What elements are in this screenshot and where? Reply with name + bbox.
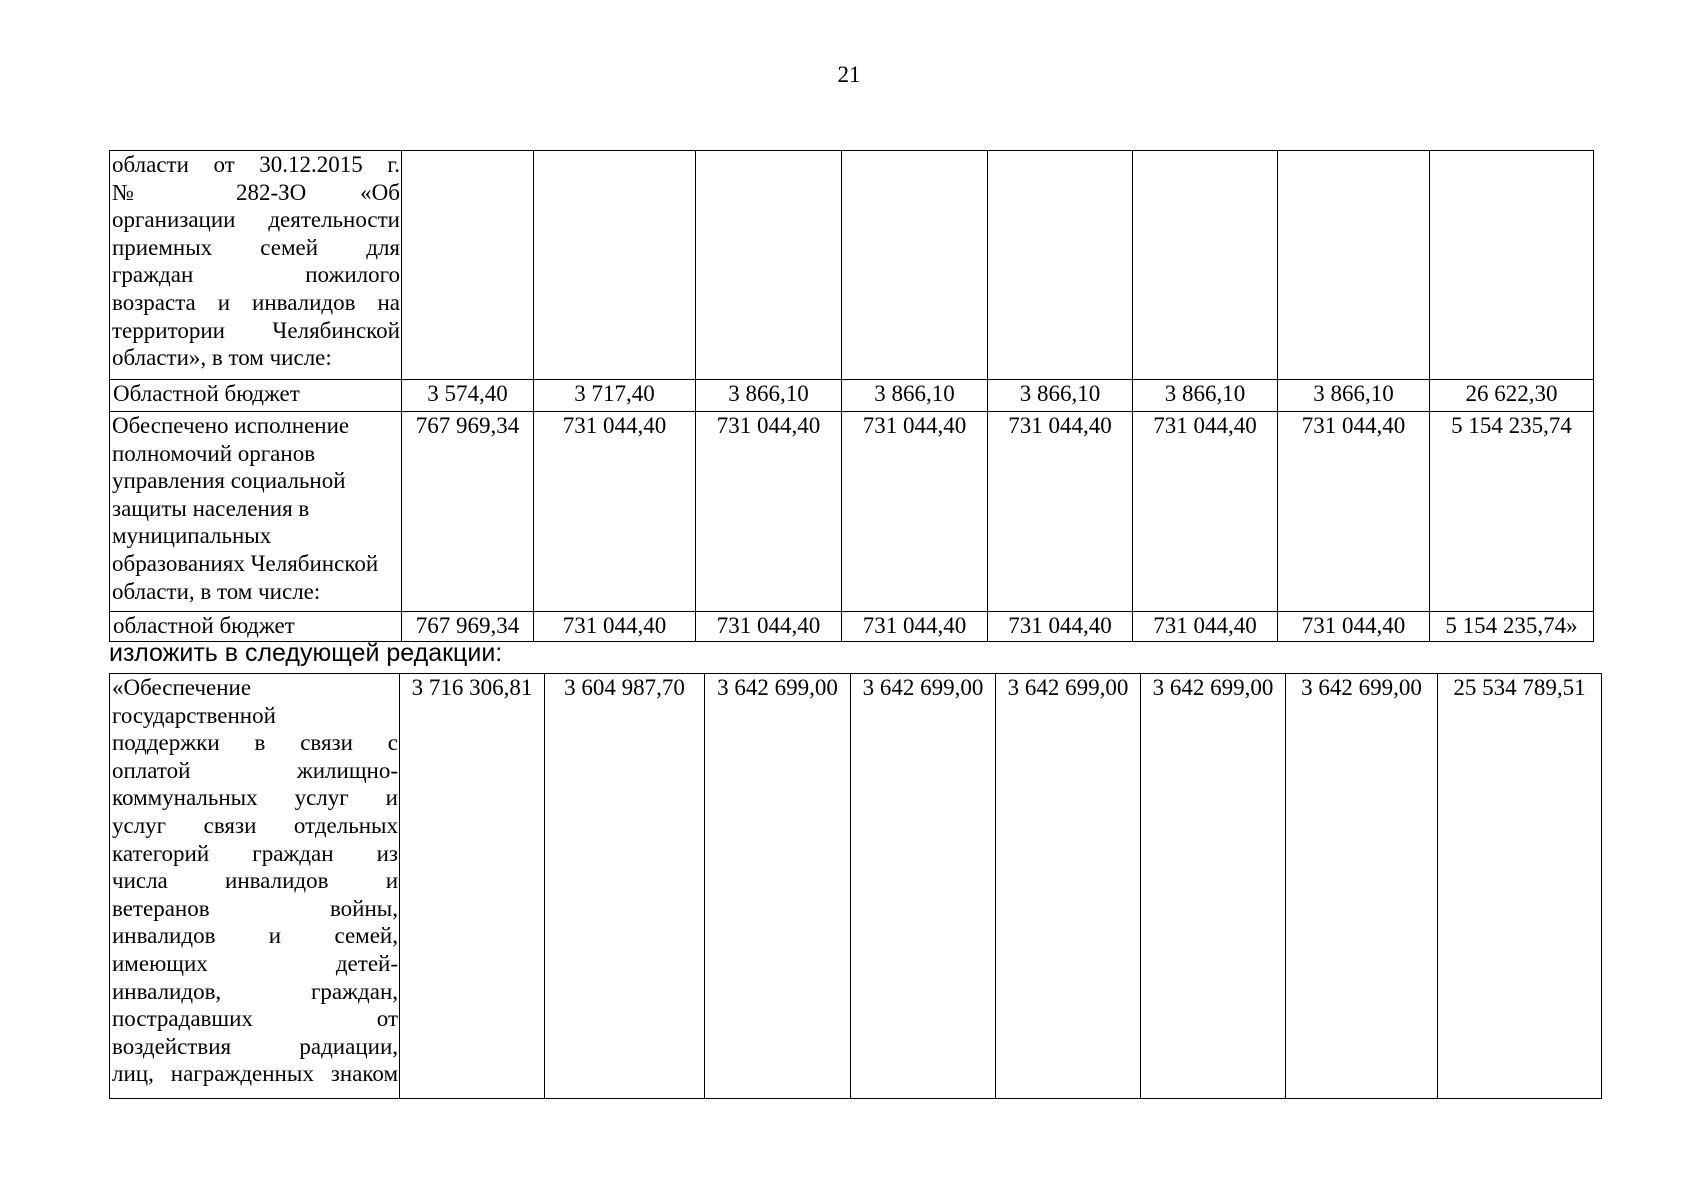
transition-phrase: изложить в следующей редакции: bbox=[109, 639, 503, 667]
table-row-regional-budget bbox=[110, 612, 1594, 642]
description-line: граждан пожилого bbox=[112, 262, 400, 288]
total-cell: 5 154 235,74 bbox=[1430, 412, 1594, 612]
value-cell: 3 642 699,00 bbox=[996, 674, 1141, 1099]
value-cell: 731 044,40 bbox=[696, 612, 842, 642]
description-line: области от 30.12.2015 г. bbox=[112, 152, 400, 177]
row-description bbox=[110, 151, 402, 380]
description-line: услуг связи отдельных bbox=[112, 812, 398, 838]
row-description bbox=[110, 412, 402, 612]
value-cell: 3 717,40 bbox=[534, 380, 696, 412]
table-row-law-continuation bbox=[110, 151, 1594, 380]
description-line: категорий граждан из bbox=[112, 840, 398, 866]
description-line: возраста и инвалидов на bbox=[112, 289, 400, 315]
value-cell: 767 969,34 bbox=[402, 612, 534, 642]
description-line: инвалидов, граждан, bbox=[112, 978, 398, 1004]
description-line: приемных семей для bbox=[112, 234, 400, 260]
total-cell: 26 622,30 bbox=[1430, 380, 1594, 412]
value-cell bbox=[1430, 151, 1594, 380]
description-line: имеющих детей- bbox=[112, 950, 398, 976]
table-row-state-support bbox=[110, 674, 1602, 1099]
value-cell: 731 044,40 bbox=[842, 612, 988, 642]
row-label: областной бюджет bbox=[110, 612, 402, 642]
description-line: Обеспечено исполнение bbox=[112, 413, 350, 438]
description-line: области, в том числе: bbox=[112, 578, 321, 604]
value-cell: 731 044,40 bbox=[696, 412, 842, 612]
value-cell: 3 642 699,00 bbox=[1286, 674, 1438, 1099]
table-row-powers bbox=[110, 412, 1594, 612]
value-cell: 3 716 306,81 bbox=[400, 674, 545, 1099]
value-cell bbox=[988, 151, 1133, 380]
value-cell: 3 866,10 bbox=[1278, 380, 1430, 412]
description-line: пострадавших от bbox=[112, 1006, 398, 1032]
table-row-regional-budget bbox=[110, 380, 1594, 412]
value-cell: 3 642 699,00 bbox=[705, 674, 851, 1099]
description-line: муниципальных bbox=[112, 523, 272, 549]
value-cell: 731 044,40 bbox=[534, 412, 696, 612]
description-line: территории Челябинской bbox=[112, 317, 400, 343]
value-cell: 3 642 699,00 bbox=[851, 674, 996, 1099]
description-line: числа инвалидов и bbox=[112, 868, 398, 894]
description-line: инвалидов и семей, bbox=[112, 923, 398, 949]
row-description bbox=[110, 674, 400, 1099]
value-cell bbox=[1133, 151, 1278, 380]
description-lines bbox=[112, 412, 400, 605]
value-cell: 3 866,10 bbox=[842, 380, 988, 412]
description-line: образованиях Челябинской bbox=[112, 550, 379, 576]
description-line: оплатой жилищно- bbox=[112, 757, 398, 783]
description-line: воздействия радиации, bbox=[112, 1033, 398, 1059]
description-line: № 282-ЗО «Об bbox=[112, 179, 400, 205]
value-cell: 731 044,40 bbox=[988, 612, 1133, 642]
value-cell: 767 969,34 bbox=[402, 412, 534, 612]
value-cell: 731 044,40 bbox=[1278, 412, 1430, 612]
description-line: поддержки в связи с bbox=[112, 730, 398, 756]
description-line: защиты населения в bbox=[112, 495, 310, 521]
page-number: 21 bbox=[837, 62, 861, 87]
value-cell bbox=[402, 151, 534, 380]
description-lines bbox=[112, 151, 400, 372]
value-cell: 731 044,40 bbox=[1278, 612, 1430, 642]
description-line: «Обеспечение bbox=[112, 675, 252, 700]
value-cell bbox=[534, 151, 696, 380]
row-label: Областной бюджет bbox=[110, 380, 402, 412]
description-line: государственной bbox=[112, 702, 276, 728]
description-line: ветеранов войны, bbox=[112, 895, 398, 921]
value-cell: 3 866,10 bbox=[988, 380, 1133, 412]
description-line: области», в том числе: bbox=[112, 345, 332, 371]
value-cell: 731 044,40 bbox=[988, 412, 1133, 612]
value-cell bbox=[842, 151, 988, 380]
value-cell: 3 574,40 bbox=[402, 380, 534, 412]
description-line: лиц, награжденных знаком bbox=[112, 1061, 398, 1087]
value-cell: 731 044,40 bbox=[1133, 412, 1278, 612]
total-cell: 5 154 235,74» bbox=[1430, 612, 1594, 642]
description-line: коммунальных услуг и bbox=[112, 785, 398, 811]
value-cell bbox=[696, 151, 842, 380]
budget-table-upper bbox=[109, 150, 1594, 642]
budget-table-lower bbox=[109, 673, 1602, 1099]
value-cell: 3 604 987,70 bbox=[545, 674, 705, 1099]
value-cell: 3 866,10 bbox=[696, 380, 842, 412]
description-line: управления социальной bbox=[112, 468, 346, 494]
value-cell: 731 044,40 bbox=[1133, 612, 1278, 642]
description-line: полномочий органов bbox=[112, 440, 316, 466]
value-cell: 731 044,40 bbox=[842, 412, 988, 612]
value-cell: 731 044,40 bbox=[534, 612, 696, 642]
value-cell bbox=[1278, 151, 1430, 380]
value-cell: 3 866,10 bbox=[1133, 380, 1278, 412]
value-cell: 3 642 699,00 bbox=[1141, 674, 1286, 1099]
description-line: организации деятельности bbox=[112, 207, 400, 233]
total-cell: 25 534 789,51 bbox=[1438, 674, 1602, 1099]
description-lines bbox=[112, 674, 398, 1088]
